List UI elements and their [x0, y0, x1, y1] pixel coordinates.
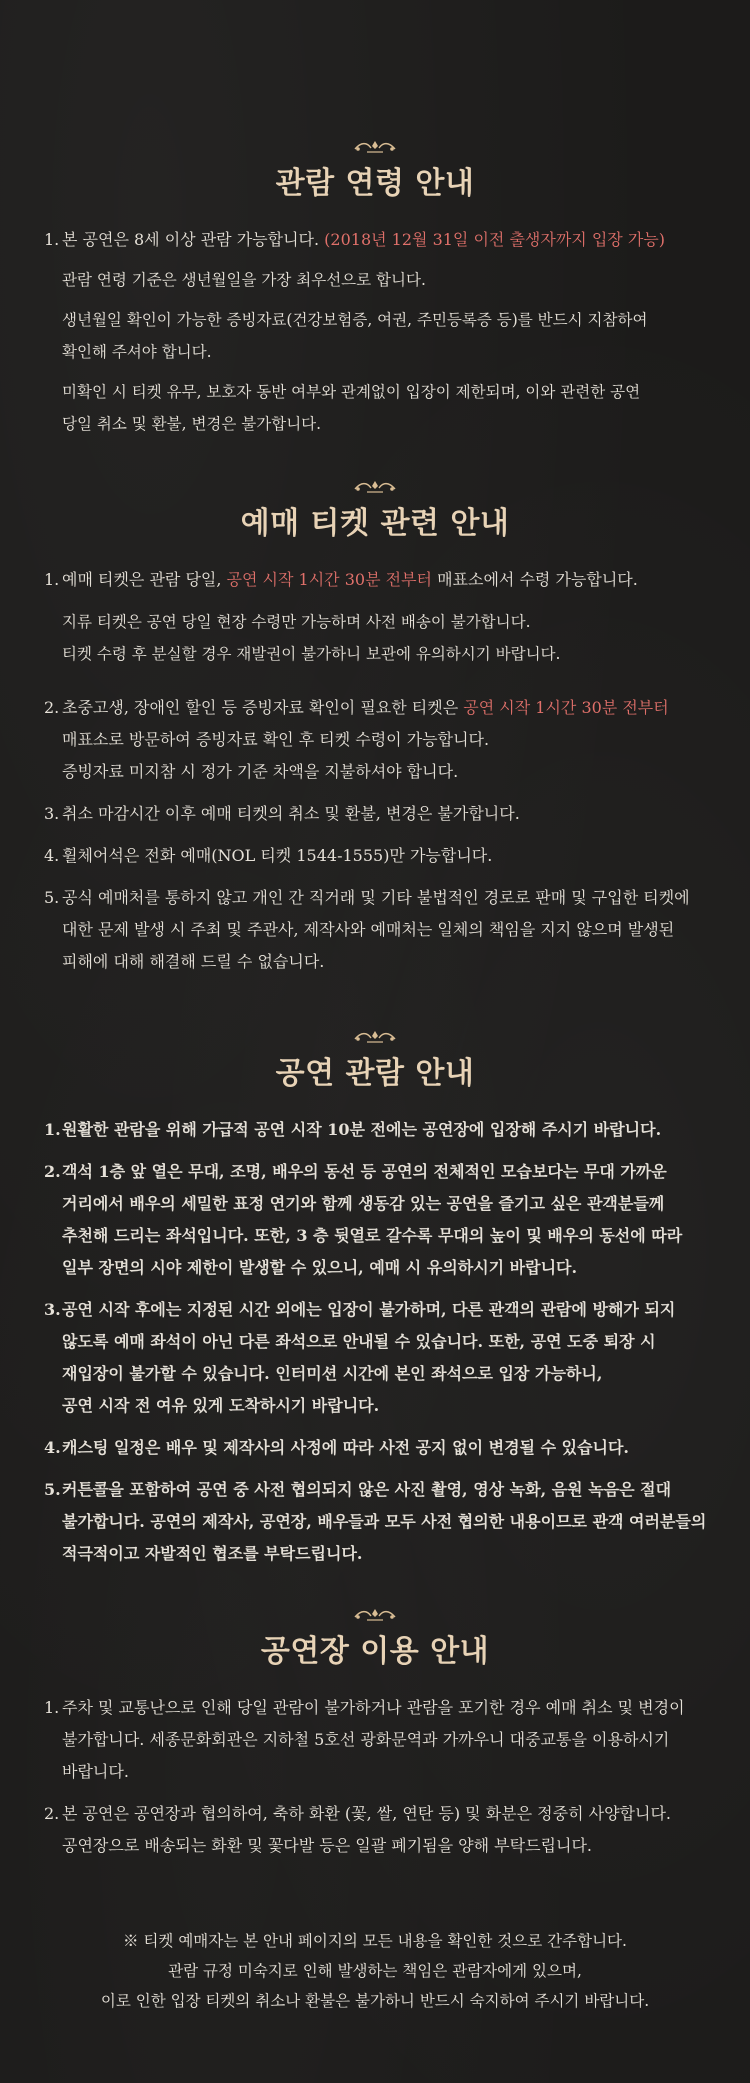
item-number: 1.: [44, 570, 60, 589]
viewing-item-5: [0, 1474, 750, 1570]
viewing-item-4: [0, 1432, 750, 1464]
flourish-ornament-icon: [353, 480, 397, 494]
item-text-line: 공연 시작 전 여유 있게 도착하시기 바랍니다.: [62, 1396, 380, 1415]
viewing-section-title: 공연 관람 안내: [275, 1056, 475, 1091]
ticket-item-3: [0, 798, 750, 830]
ticket-item-4: [0, 840, 750, 872]
item-text-line: 적극적이고 자발적인 협조를 부탁드립니다.: [62, 1544, 363, 1563]
item-text-pre: 예매 티켓은 관람 당일,: [62, 570, 227, 589]
item-text: [62, 564, 710, 596]
item-text-line: 거리에서 배우의 세밀한 표정 연기와 함께 생동감 있는 공연을 즐기고 싶은 관객분들께: [62, 1194, 665, 1213]
item-text-line: 바랍니다.: [62, 1762, 129, 1781]
item-text-line: 공식 예매처를 통하지 않고 개인 간 직거래 및 기타 불법적인 경로로 판매 및 구입한 티켓에: [62, 888, 690, 907]
flourish-ornament-icon: [353, 140, 397, 154]
footer-line: 관람 규정 미숙지로 인해 발생하는 책임은 관람자에게 있으며,: [168, 1962, 582, 1980]
ticket-section-title: 예매 티켓 관련 안내: [240, 506, 510, 541]
item-number: 5.: [44, 1480, 61, 1499]
ticket-section: [0, 480, 750, 978]
item-text: 원활한 관람을 위해 가급적 공연 시작 10분 전에는 공연장에 입장해 주시기 바랍니다.: [62, 1120, 662, 1139]
item-text-line: 추천해 드리는 좌석입니다. 또한, 3 층 뒷열로 갈수록 무대의 높이 및 배우의 동선에 따라: [62, 1226, 683, 1245]
item-number: 1.: [44, 1698, 60, 1717]
item-text-line: 불가합니다. 공연의 제작사, 공연장, 배우들과 모두 사전 협의한 내용이므로 관객 여러분들의: [62, 1512, 707, 1531]
item-text-line: 주차 및 교통난으로 인해 당일 관람이 불가하거나 관람을 포기한 경우 예매 취소 및 변경이: [62, 1698, 685, 1717]
footer-line: 이로 인한 입장 티켓의 취소나 환불은 불가하니 반드시 숙지하여 주시기 바랍니다.: [100, 1992, 650, 2010]
age-section-title: 관람 연령 안내: [275, 166, 475, 201]
highlight-text: 공연 시작 1시간 30분 전부터: [463, 698, 669, 717]
item-text-line: 재입장이 불가할 수 있습니다. 인터미션 시간에 본인 좌석으로 입장 가능하니,: [62, 1364, 603, 1383]
flourish-ornament-icon: [353, 1030, 397, 1044]
item-text-line: 피해에 대해 해결해 드릴 수 없습니다.: [62, 952, 325, 971]
item-text-main: 본 공연은 8세 이상 관람 가능합니다.: [62, 230, 325, 249]
viewing-section: [0, 1030, 750, 1570]
highlight-text: 공연 시작 1시간 30분 전부터: [226, 570, 432, 589]
venue-section: [0, 1608, 750, 1862]
sub-text: 지류 티켓은 공연 당일 현장 수령만 가능하며 사전 배송이 불가합니다.: [62, 613, 531, 631]
item-text: 캐스팅 일정은 배우 및 제작사의 사정에 따라 사전 공지 없이 변경될 수 있습니다.: [62, 1438, 630, 1457]
item-text-line: 본 공연은 공연장과 협의하여, 축하 화환 (꽃, 쌀, 연탄 등) 및 화분은 정중히 사양합니다.: [62, 1804, 671, 1823]
item-number: 2.: [44, 698, 60, 717]
sub-text: 생년월일 확인이 가능한 증빙자료(건강보험증, 여권, 주민등록증 등)를 반드시 지참하여: [62, 311, 648, 329]
item-text-line: 매표소로 방문하여 증빙자료 확인 후 티켓 수령이 가능합니다.: [62, 730, 490, 749]
sub-text: 확인해 주셔야 합니다.: [62, 343, 212, 361]
venue-item-1: [0, 1692, 750, 1788]
item-number: 3.: [44, 1300, 61, 1319]
ticket-item-5: [0, 882, 750, 978]
age-section: [0, 140, 750, 440]
venue-section-title: 공연장 이용 안내: [260, 1634, 490, 1669]
highlight-text: (2018년 12월 31일 이전 출생자까지 입장 가능): [324, 230, 665, 249]
item-text: [62, 692, 710, 724]
item-number: 1.: [44, 230, 60, 249]
item-text-line: 공연장으로 배송되는 화환 및 꽃다발 등은 일괄 폐기됨을 양해 부탁드립니다.: [62, 1836, 592, 1855]
item-number: 4.: [44, 1438, 61, 1457]
item-text: 취소 마감시간 이후 예매 티켓의 취소 및 환불, 변경은 불가합니다.: [62, 804, 520, 823]
item-text: 휠체어석은 전화 예매(NOL 티켓 1544-1555)만 가능합니다.: [62, 846, 493, 865]
viewing-item-2: [0, 1156, 750, 1284]
item-number: 3.: [44, 804, 60, 823]
item-text-line: 대한 문제 발생 시 주최 및 주관사, 제작사와 예매처는 일체의 책임을 지지 않으며 발생된: [62, 920, 675, 939]
item-text-line: 공연 시작 후에는 지정된 시간 외에는 입장이 불가하며, 다른 관객의 관람에 방해가 되지: [62, 1300, 676, 1319]
sub-text: 미확인 시 티켓 유무, 보호자 동반 여부와 관계없이 입장이 제한되며, 이와 관련한 공연: [62, 383, 641, 401]
flourish-ornament-icon: [353, 1608, 397, 1622]
item-text: [62, 224, 710, 256]
sub-text: 당일 취소 및 환불, 변경은 불가합니다.: [62, 415, 322, 433]
sub-text: 관람 연령 기준은 생년월일을 가장 최우선으로 합니다.: [62, 271, 426, 289]
venue-item-2: [0, 1798, 750, 1862]
item-text-line: 객석 1층 앞 열은 무대, 조명, 배우의 동선 등 공연의 전체적인 모습보다는 무대 가까운: [62, 1162, 667, 1181]
item-text-pre: 초중고생, 장애인 할인 등 증빙자료 확인이 필요한 티켓은: [62, 698, 464, 717]
age-item-1: [0, 224, 750, 256]
item-text-line: 불가합니다. 세종문화회관은 지하철 5호선 광화문역과 가까우니 대중교통을 이용하시기: [62, 1730, 670, 1749]
item-number: 5.: [44, 888, 60, 907]
item-text-line: 일부 장면의 시야 제한이 발생할 수 있으니, 예매 시 유의하시기 바랍니다.: [62, 1258, 578, 1277]
item-number: 1.: [44, 1120, 61, 1139]
item-text-line: 않도록 예매 좌석이 아닌 다른 좌석으로 안내될 수 있습니다. 또한, 공연 도중 퇴장 시: [62, 1332, 656, 1351]
item-text-line: 커튼콜을 포함하여 공연 중 사전 협의되지 않은 사진 촬영, 영상 녹화, 음원 녹음은 절대: [62, 1480, 672, 1499]
item-text-line: 증빙자료 미지참 시 정가 기준 차액을 지불하셔야 합니다.: [62, 762, 459, 781]
viewing-item-1: [0, 1114, 750, 1146]
sub-text: 티켓 수령 후 분실할 경우 재발권이 불가하니 보관에 유의하시기 바랍니다.: [62, 645, 561, 663]
item-text-post: 매표소에서 수령 가능합니다.: [432, 570, 638, 589]
item-number: 2.: [44, 1162, 61, 1181]
viewing-item-3: [0, 1294, 750, 1422]
item-number: 2.: [44, 1804, 60, 1823]
item-number: 4.: [44, 846, 60, 865]
footer-line: ※ 티켓 예매자는 본 안내 페이지의 모든 내용을 확인한 것으로 간주합니다.: [123, 1932, 627, 1950]
ticket-item-2: [0, 692, 750, 788]
ticket-item-1: [0, 564, 750, 596]
footer-notice: [0, 1926, 750, 2016]
